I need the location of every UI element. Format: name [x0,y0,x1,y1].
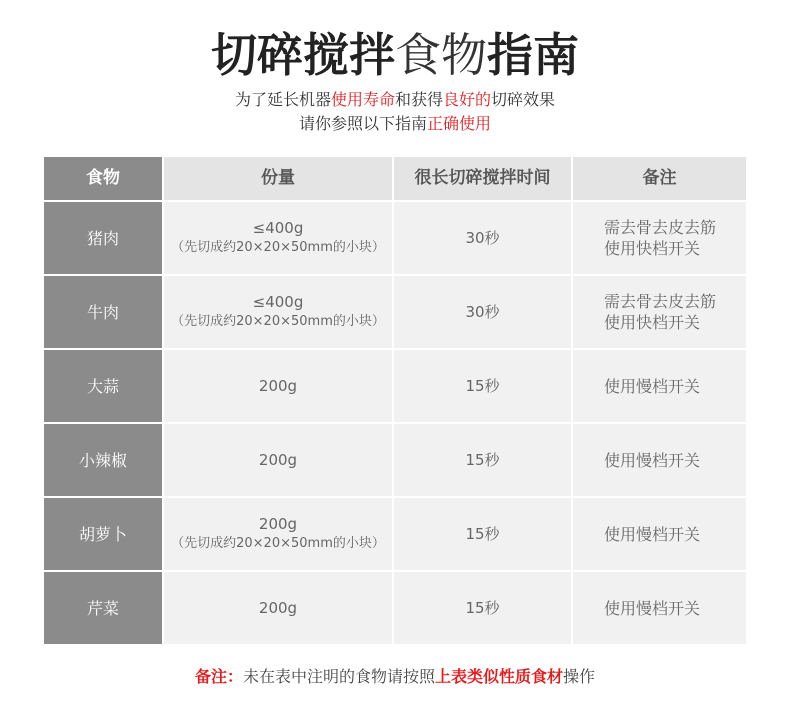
amount-note: （先切成约20×20×50mm的小块） [171,536,385,551]
amount-cell [164,498,392,570]
time-value: 15秒 [465,525,500,543]
amount-cell [164,424,392,496]
subtitle-line-1 [0,88,790,112]
time-cell [394,424,571,496]
time-value: 30秒 [465,303,500,321]
amount-cell [164,572,392,644]
footer-highlight: 上表类似性质食材 [435,667,564,686]
remark-cell [573,498,746,570]
subtitle-highlight: 使用寿命 [330,90,395,109]
time-cell [394,572,571,644]
title-part-3: 指南 [487,28,579,82]
title-part-2: 食物 [395,28,487,82]
header-remark: 备注 [573,157,746,200]
remark-line: 使用慢档开关 [604,376,701,396]
food-cell: 大蒜 [44,350,162,422]
footer-note [0,665,790,689]
header-amount: 份量 [164,157,392,200]
title-part-1: 切碎搅拌 [211,28,395,82]
footer-text: 操作 [563,667,596,686]
remark-cell [573,424,746,496]
food-guide-table [44,157,746,644]
remark-line: 使用慢档开关 [604,450,701,470]
time-value: 15秒 [465,377,500,395]
remark-line: 使用快档开关 [604,313,701,332]
subtitle-text: 切碎效果 [491,90,556,109]
time-value: 15秒 [465,599,500,617]
subtitle-highlight: 正确使用 [427,114,492,133]
footer-label: 备注： [194,667,243,686]
time-cell [394,276,571,348]
remark-cell [573,202,746,274]
remark-line: 使用慢档开关 [604,524,701,544]
food-cell: 猪肉 [44,202,162,274]
subtitle-line-2 [0,112,790,136]
amount-note: （先切成约20×20×50mm的小块） [171,314,385,329]
time-value: 15秒 [465,451,500,469]
time-cell [394,498,571,570]
food-cell: 芹菜 [44,572,162,644]
remark-line: 使用快档开关 [604,239,701,258]
amount-cell [164,276,392,348]
food-cell: 小辣椒 [44,424,162,496]
time-cell [394,202,571,274]
time-cell [394,350,571,422]
time-value: 30秒 [465,229,500,247]
food-cell: 胡萝卜 [44,498,162,570]
footer-text: 未在表中注明的食物请按照 [242,667,435,686]
amount-value: 200g [258,515,298,533]
header-time: 很长切碎搅拌时间 [394,157,571,200]
remark-cell [573,572,746,644]
remark-line: 需去骨去皮去筋 [604,292,717,311]
subtitle-highlight: 良好的 [443,90,492,109]
page-title [0,30,790,80]
amount-note: （先切成约20×20×50mm的小块） [171,240,385,255]
amount-cell [164,350,392,422]
food-cell: 牛肉 [44,276,162,348]
amount-value: 200g [258,377,298,395]
remark-cell [573,276,746,348]
header-food: 食物 [44,157,162,200]
amount-value: ≤400g [252,219,304,237]
subtitle-text: 请你参照以下指南 [298,114,427,133]
amount-value: 200g [258,451,298,469]
remark-cell [573,350,746,422]
remark-line: 需去骨去皮去筋 [604,218,717,237]
amount-value: 200g [258,599,298,617]
amount-cell [164,202,392,274]
remark-line: 使用慢档开关 [604,598,701,618]
amount-value: ≤400g [252,293,304,311]
subtitle-text: 为了延长机器 [234,90,331,109]
subtitle-text: 和获得 [394,90,443,109]
